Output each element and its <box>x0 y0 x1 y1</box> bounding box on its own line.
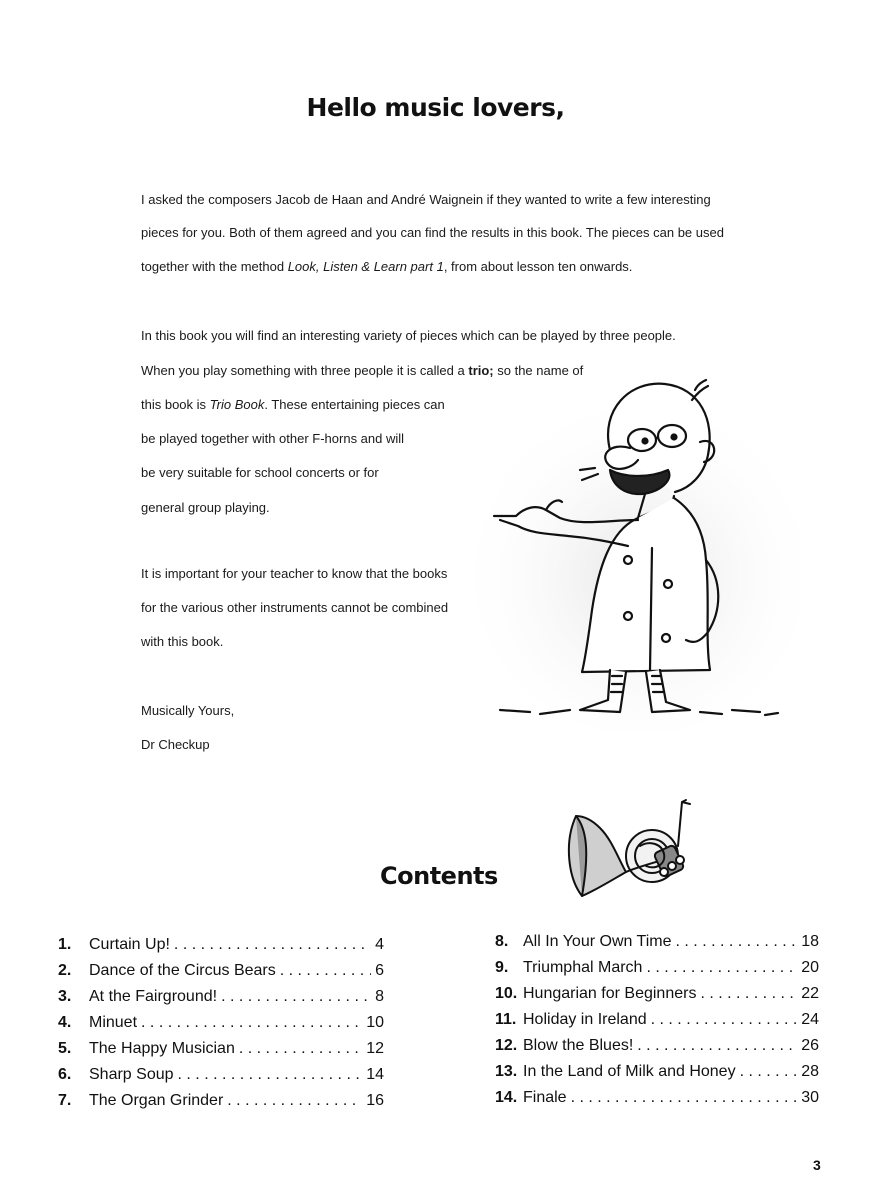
book-title: Trio Book <box>209 397 265 412</box>
toc-item[interactable]: 14. Finale . . . 30 <box>495 1089 819 1107</box>
contents-heading: Contents <box>380 861 498 890</box>
text-line: pieces for you. Both of them agreed and you can find the results in this book. The pieces can be used <box>141 225 724 240</box>
toc-item[interactable]: 3. At the Fairground! . . . 8 <box>58 988 384 1006</box>
text-line: be very suitable for school concerts or for <box>141 465 379 480</box>
toc-item[interactable]: 10. Hungarian for Beginners . . . 22 <box>495 985 819 1003</box>
toc-item[interactable]: 6. Sharp Soup . . . 14 <box>58 1066 384 1084</box>
toc-item[interactable]: 5. The Happy Musician . . . 12 <box>58 1040 384 1058</box>
text-line: In this book you will find an interesting variety of pieces which can be played by three people. <box>141 328 676 343</box>
french-horn-icon <box>560 798 710 904</box>
text-line: together with the method Look, Listen & Learn part 1, from about lesson ten onwards. <box>141 259 633 274</box>
toc-item[interactable]: 9. Triumphal March . . . 20 <box>495 959 819 977</box>
text-line: It is important for your teacher to know that the books <box>141 566 448 581</box>
method-title: Look, Listen & Learn part 1 <box>287 259 444 274</box>
toc-item[interactable]: 8. All In Your Own Time . . . 18 <box>495 933 819 951</box>
closing-line: Musically Yours, <box>141 703 235 718</box>
text-line: with this book. <box>141 634 224 649</box>
text-line: be played together with other F-horns and will <box>141 431 405 446</box>
toc-item[interactable]: 2. Dance of the Circus Bears . . . 6 <box>58 962 384 980</box>
trio-term: trio; <box>468 363 494 378</box>
text-line: this book is Trio Book. These entertaining pieces can <box>141 397 445 412</box>
toc-item[interactable]: 7. The Organ Grinder . . . 16 <box>58 1092 384 1110</box>
toc-item[interactable]: 12. Blow the Blues! . . . 26 <box>495 1037 819 1055</box>
signature: Dr Checkup <box>141 737 210 752</box>
toc-item[interactable]: 11. Holiday in Ireland . . . 24 <box>495 1011 819 1029</box>
toc-item[interactable]: 13. In the Land of Milk and Honey . . . 28 <box>495 1063 819 1081</box>
page-number: 3 <box>813 1157 821 1173</box>
page-title: Hello music lovers, <box>306 92 565 122</box>
text-line: I asked the composers Jacob de Haan and André Waignein if they wanted to write a few interesting <box>141 192 711 207</box>
text-line: When you play something with three people it is called a trio; so the name of <box>141 363 584 378</box>
toc-item[interactable]: 1. Curtain Up! . . . 4 <box>58 936 384 954</box>
text-line: general group playing. <box>141 500 270 515</box>
toc-item[interactable]: 4. Minuet . . . 10 <box>58 1014 384 1032</box>
text-line: for the various other instruments cannot be combined <box>141 600 449 615</box>
cartoon-doctor-illustration <box>460 370 800 730</box>
